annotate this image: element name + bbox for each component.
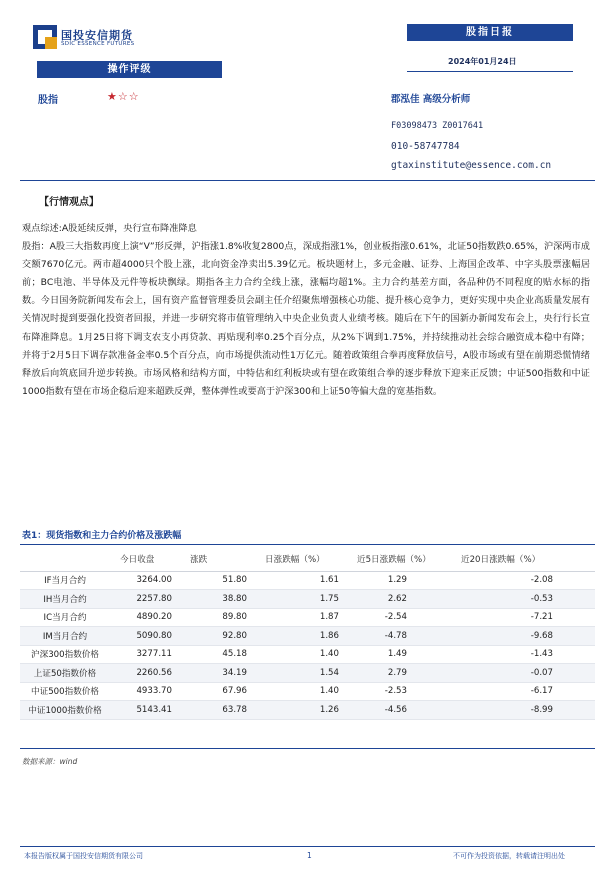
close-price: 3277.11 — [114, 645, 184, 664]
daily-pct: 1.40 — [259, 645, 351, 664]
change: 51.80 — [184, 571, 259, 590]
market-commentary — [22, 220, 590, 401]
table-header-cell: 日涨跌幅（%） — [259, 548, 351, 571]
instrument-name: IC当月合约 — [20, 608, 114, 627]
five-day-pct: 1.49 — [351, 645, 455, 664]
five-day-pct: -2.53 — [351, 682, 455, 701]
table-top-rule — [20, 544, 595, 545]
star-empty-icon: ☆☆ — [117, 90, 140, 103]
rating-stars — [107, 90, 140, 103]
change: 45.18 — [184, 645, 259, 664]
daily-pct: 1.61 — [259, 571, 351, 590]
data-source-note: 数据来源：wind — [22, 757, 78, 766]
five-day-pct: 1.29 — [351, 571, 455, 590]
twenty-day-pct: -8.99 — [455, 701, 595, 720]
table-header-cell: 今日收盘 — [114, 548, 184, 571]
five-day-pct: -2.54 — [351, 608, 455, 627]
five-day-pct: 2.62 — [351, 590, 455, 609]
close-price: 2260.56 — [114, 664, 184, 683]
daily-pct: 1.86 — [259, 627, 351, 646]
change: 89.80 — [184, 608, 259, 627]
daily-pct: 1.87 — [259, 608, 351, 627]
twenty-day-pct: -1.43 — [455, 645, 595, 664]
commentary-paragraph: 股指：A股三大指数再度上演“V”形反弹，沪指涨1.8%收复2800点，深成指涨1%，创业板指涨0.61%，北证50指数跌0.65%，沪深两市成交额7670亿元。两市超4000只个股上涨，北向资金净卖出5.39亿元。板块题材上，多元金融、证券、上海国企改革、中字头股票涨幅居前；BC电池、半导体及元件等板块飘绿。期指各主力合约全线上涨，涨幅均超1%。主力合约基差方面，各品种仍不同程度的贴水标的指数。今日国务院新闻发布会上，国有资产监督管理委员会副主任介绍聚焦增强核心功能、提升核心竞争力，更好实现中央企业高质量发展有关情况时提到要强化投资者回报，并进一步研究将市值管理纳入中央企业负责人业绩考核。随后在下午的国新办新闻发布会上，央行行长宣布降准降息。1月25日将下调支农支小再贷款、再贴现利率0.25个百分点，从2%下调到1.75%，并持续推动社会综合融资成本稳中有降；并将于2月5日下调存款准备金率0.5个百分点，向市场提供流动性1万亿元。随着政策组合拳再度释放信号，A股市场或有望在前期恐慌情绪释放后向筑底回升逆步转换。市场风格和结构方面，中特估和红利板块或有望在政策组合拳的逐步释放下迎来正反馈；中证500指数和中证1000指数有望在市场企稳后迎来超跌反弹，整体弹性或要高于沪深300和上证50等偏大盘的宽基指数。 — [22, 241, 590, 397]
company-logo — [33, 25, 153, 53]
table-row — [20, 627, 595, 646]
report-type-banner: 股指日报 — [407, 24, 573, 41]
rating-banner: 操作评级 — [37, 61, 222, 78]
logo-company-name-en: SDIC ESSENCE FUTURES — [61, 41, 135, 47]
five-day-pct: -4.78 — [351, 627, 455, 646]
instrument-name: IH当月合约 — [20, 590, 114, 609]
daily-pct: 1.40 — [259, 682, 351, 701]
daily-pct: 1.75 — [259, 590, 351, 609]
table-row — [20, 645, 595, 664]
table-row — [20, 571, 595, 590]
summary-line: 观点综述:A股延续反弹，央行宣布降准降息 — [22, 223, 197, 234]
footer-divider — [20, 846, 595, 847]
table-header-cell: 涨跌 — [184, 548, 259, 571]
table-header-cell — [20, 548, 114, 571]
header-divider — [407, 71, 573, 72]
change: 34.19 — [184, 664, 259, 683]
close-price: 3264.00 — [114, 571, 184, 590]
instrument-name: IF当月合约 — [20, 571, 114, 590]
star-filled-icon: ★ — [107, 90, 118, 103]
daily-pct: 1.54 — [259, 664, 351, 683]
close-price: 4933.70 — [114, 682, 184, 701]
close-price: 5143.41 — [114, 701, 184, 720]
change: 38.80 — [184, 590, 259, 609]
table-header-row — [20, 548, 595, 571]
table-row — [20, 590, 595, 609]
logo-mark-icon — [33, 25, 57, 49]
close-price: 2257.80 — [114, 590, 184, 609]
five-day-pct: 2.79 — [351, 664, 455, 683]
table-row — [20, 682, 595, 701]
twenty-day-pct: -2.08 — [455, 571, 595, 590]
twenty-day-pct: -9.68 — [455, 627, 595, 646]
table-row — [20, 664, 595, 683]
footer-copyright: 本报告版权属于国投安信期货有限公司 — [24, 852, 143, 860]
logo-company-name: 国投安信期货 — [61, 29, 133, 42]
rating-label: 股指 — [38, 95, 58, 106]
twenty-day-pct: -0.53 — [455, 590, 595, 609]
change: 92.80 — [184, 627, 259, 646]
instrument-name: 沪深300指数价格 — [20, 645, 114, 664]
change: 67.96 — [184, 682, 259, 701]
close-price: 5090.80 — [114, 627, 184, 646]
price-table — [20, 548, 595, 720]
instrument-name: 上证50指数价格 — [20, 664, 114, 683]
footer-page-number: 1 — [307, 851, 312, 860]
table-row — [20, 608, 595, 627]
twenty-day-pct: -0.07 — [455, 664, 595, 683]
table-header-cell: 近20日涨跌幅（%） — [455, 548, 595, 571]
analyst-name: 郡泓佳 高级分析师 — [391, 94, 471, 105]
twenty-day-pct: -7.21 — [455, 608, 595, 627]
change: 63.78 — [184, 701, 259, 720]
instrument-name: 中证500指数价格 — [20, 682, 114, 701]
analyst-phone: 010-58747784 — [391, 141, 460, 152]
analyst-email: gtaxinstitute@essence.com.cn — [391, 160, 552, 171]
section-divider — [20, 180, 595, 181]
report-date: 2024年01月24日 — [448, 57, 517, 66]
twenty-day-pct: -6.17 — [455, 682, 595, 701]
section-title: 【行情观点】 — [39, 197, 99, 208]
table-title: 表1：现货指数和主力合约价格及涨跌幅 — [22, 531, 182, 541]
instrument-name: IM当月合约 — [20, 627, 114, 646]
table-bottom-rule — [20, 748, 595, 749]
table-header-cell: 近5日涨跌幅（%） — [351, 548, 455, 571]
footer-disclaimer: 不可作为投资依据，转载请注明出处 — [453, 852, 565, 860]
analyst-cert-number: F03098473 Z0017641 — [391, 121, 484, 131]
close-price: 4890.20 — [114, 608, 184, 627]
daily-pct: 1.26 — [259, 701, 351, 720]
table-row — [20, 701, 595, 720]
instrument-name: 中证1000指数价格 — [20, 701, 114, 720]
five-day-pct: -4.56 — [351, 701, 455, 720]
